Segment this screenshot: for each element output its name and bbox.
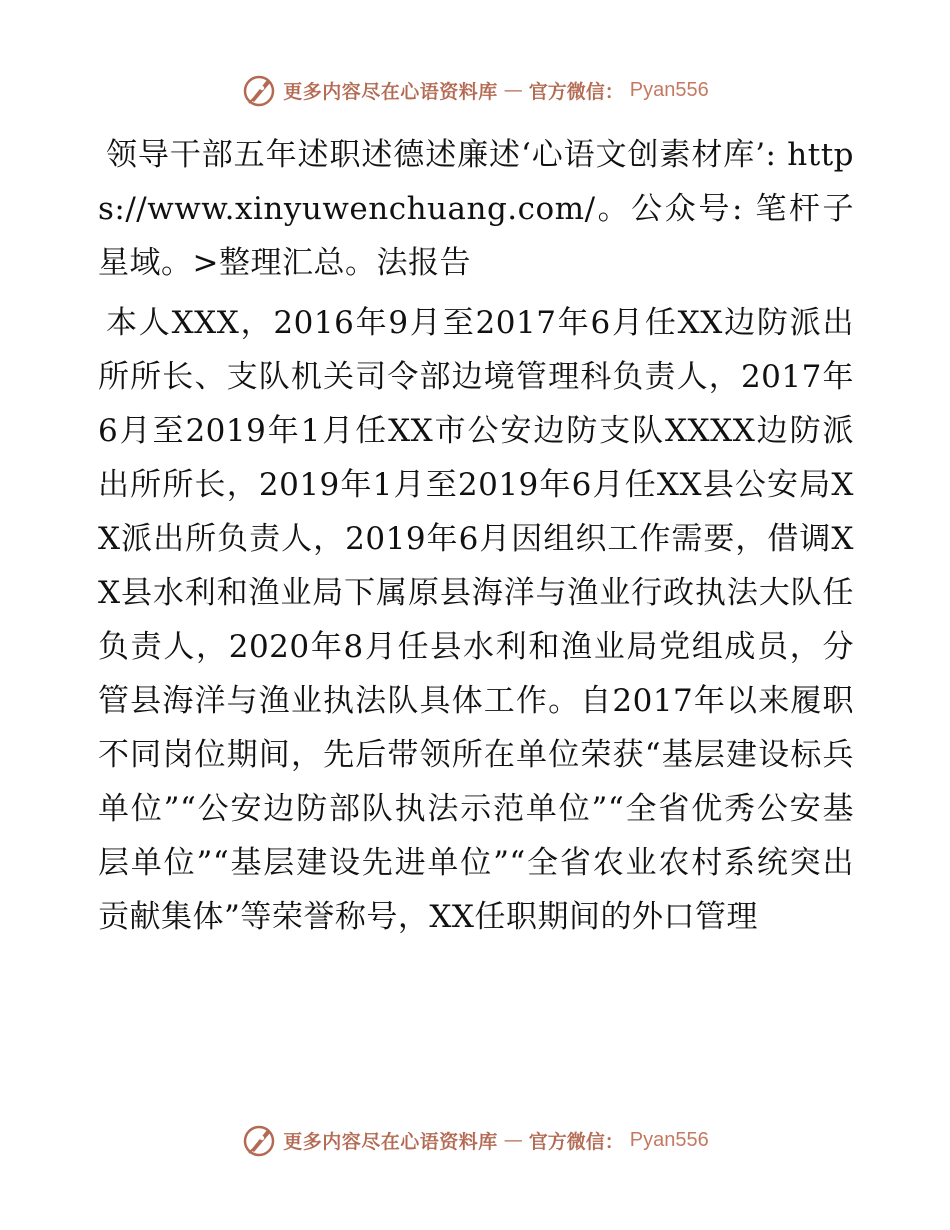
footer-banner — [0, 1120, 950, 1160]
banner-wechat-label: 官方微信： — [528, 80, 624, 103]
banner-wechat-id: Pyan556 — [629, 1128, 709, 1151]
banner-wechat-label: 官方微信： — [528, 1130, 624, 1153]
document-body — [98, 128, 854, 944]
title-paragraph: 领导干部五年述职述德述廉述‘心语文创素材库’: https://www.xinyuwenchuang.com/。公众号: 笔杆子星域。>整理汇总。法报告 — [98, 137, 854, 281]
header-banner — [0, 70, 950, 110]
banner-brand-text: 更多内容尽在心语资料库 — [283, 80, 498, 103]
pen-nib-logo-icon — [241, 1122, 277, 1158]
pen-nib-logo-icon — [241, 72, 277, 108]
banner-dash: — — [503, 1129, 523, 1151]
banner-dash: — — [503, 79, 523, 101]
body-paragraph: 本人XXX，2016年9月至2017年6月任XX边防派出所所长、支队机关司令部边境管理科负责人，2017年6月至2019年1月任XX市公安边防支队XXXX边防派出所所长，2019年1月至2019年6月任XX县公安局XX派出所负责人，2019年6月因组织工作需要，借调XX县水利和渔业局下属原县海洋与渔业行政执法大队任负责人，2020年8月任县水利和渔业局党组成员，分管县海洋与渔业执法队具体工作。自2017年以来履职不同岗位期间，先后带领所在单位荣获“基层建设标兵单位”“公安边防部队执法示范单位”“全省优秀公安基层单位”“基层建设先进单位”“全省农业农村系统突出贡献集体”等荣誉称号，XX任职期间的外口管理 — [98, 305, 854, 935]
banner-wechat-id: Pyan556 — [629, 78, 709, 101]
banner-brand-text: 更多内容尽在心语资料库 — [283, 1130, 498, 1153]
